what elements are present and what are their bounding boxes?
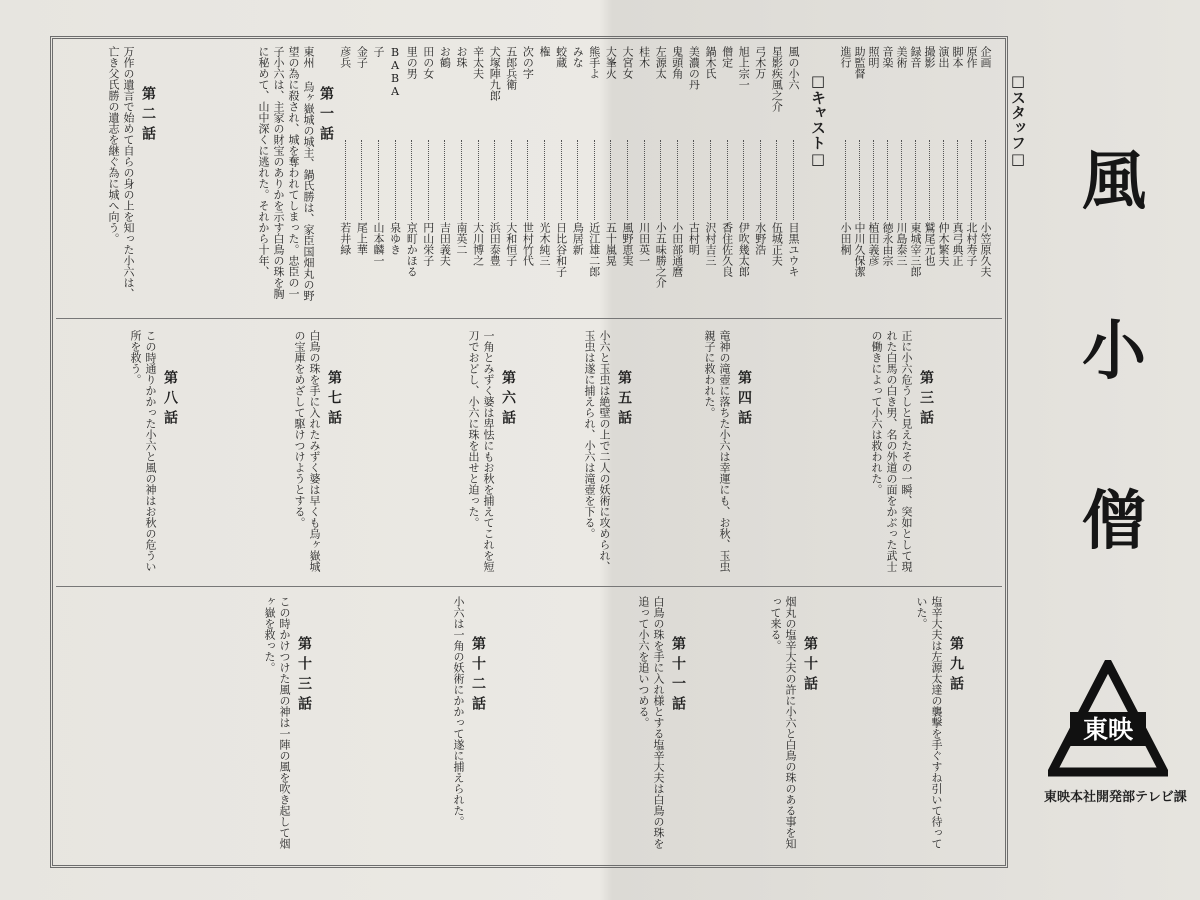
cast-name: 近江雄二郎: [587, 222, 601, 277]
cast-role: 鍋木氏: [704, 46, 717, 79]
leader-dots: [957, 140, 958, 220]
leader-dots: [929, 140, 930, 220]
staff-role: 美術: [895, 46, 908, 68]
episode-heading: 第四話: [736, 370, 752, 430]
leader-dots: [610, 140, 611, 220]
leader-dots: [411, 140, 412, 220]
leader-dots: [985, 140, 986, 220]
staff-name: 川島泰三: [895, 222, 908, 266]
leader-dots: [760, 140, 761, 220]
leader-dots: [561, 140, 562, 220]
staff-name: 小田桐: [839, 222, 852, 255]
staff-role: 助監督: [853, 46, 866, 79]
cast-name: 円山栄子: [421, 222, 435, 266]
cast-name: 日比谷和子: [554, 222, 568, 277]
cast-role: 風の小六: [787, 46, 800, 90]
staff-role: 録音: [909, 46, 922, 68]
episode-synopsis: この時通りかかった小六と風の神はお秋の危うい所を救う。: [129, 330, 157, 572]
cast-name: 京町かほる: [405, 222, 419, 277]
cast-role: 田の女: [421, 46, 435, 79]
cast-name: 水野浩: [753, 222, 767, 255]
cast-name: 世村竹代: [521, 222, 535, 266]
leader-dots: [627, 140, 628, 220]
episode-heading: 第五話: [616, 370, 632, 430]
episode-synopsis: 小六は一角の妖術にかかって遂に捕えられた。: [452, 596, 465, 827]
leader-dots: [527, 140, 528, 220]
divider-top: [56, 318, 1002, 319]
cast-role: 美濃の丹: [687, 46, 701, 90]
cast-name: 鳥居新: [571, 222, 585, 255]
leader-dots: [915, 140, 916, 220]
cast-role: 左源太: [654, 46, 668, 79]
title-char-3: 僧: [1082, 484, 1146, 559]
cast-role: お珠: [455, 46, 468, 68]
leader-dots: [378, 140, 379, 220]
episode-heading: 第二話: [140, 86, 156, 146]
episode-heading: 第七話: [326, 370, 342, 430]
title-char-1: 風: [1082, 144, 1146, 219]
staff-name: 徳永由宗: [881, 222, 894, 266]
cast-role: 彦兵: [338, 46, 352, 68]
cast-role: 星影疾風之介: [770, 46, 784, 112]
episode-synopsis: この時かけつけた風の神は一陣の風を吹き起して烟ヶ嶽を救った。: [263, 596, 291, 849]
cast-name: 伍城正夫: [770, 222, 784, 266]
cast-role: みな: [571, 46, 585, 68]
leader-dots: [345, 140, 346, 220]
cast-name: 伊吹幾太郎: [737, 222, 751, 277]
leader-dots: [511, 140, 512, 220]
leader-dots: [727, 140, 728, 220]
episode-heading: 第六話: [500, 370, 516, 430]
cast-name: 若井緑: [338, 222, 352, 255]
cast-role: 弓木万: [753, 46, 767, 79]
cast-role: 旭上宗一: [737, 46, 751, 90]
cast-name: 川田英一: [637, 222, 651, 266]
leader-dots: [743, 140, 744, 220]
leader-dots: [361, 140, 362, 220]
cast-name: 小五味勝之介: [654, 222, 668, 288]
cast-name: 沢村吉三: [704, 222, 717, 266]
cast-role: 里の男: [405, 46, 419, 79]
cast-name: 南英二: [455, 222, 468, 255]
cast-name: 大川博之: [471, 222, 485, 266]
leader-dots: [577, 140, 578, 220]
cast-name: 光木純三: [538, 222, 551, 266]
cast-role: 桂木: [637, 46, 651, 68]
leader-dots: [710, 140, 711, 220]
logo-lettering: 東映: [1082, 715, 1134, 744]
episode-synopsis: 烟丸の塩辛大夫の許に小六と白鳥の珠のある事を知って来る。: [769, 596, 797, 849]
leader-dots: [544, 140, 545, 220]
staff-role: 演出: [937, 46, 950, 68]
cast-role: 熊手よ: [587, 46, 601, 79]
cast-name: 泉ゆき: [388, 222, 402, 255]
episode-heading: 第十一話: [670, 636, 686, 716]
cast-header: □キャスト□: [809, 72, 827, 168]
cast-name: 大和恒子: [504, 222, 518, 266]
cast-name: 吉田義夫: [438, 222, 452, 266]
cast-role: 辛太夫: [471, 46, 485, 79]
leader-dots: [901, 140, 902, 220]
staff-role: 企画: [979, 46, 992, 68]
staff-name: 中川久保潔: [853, 222, 866, 277]
leader-dots: [887, 140, 888, 220]
cast-role: 大宮女: [621, 46, 634, 79]
leader-dots: [478, 140, 479, 220]
episode-synopsis: 一角とみずく婆は卑怯にもお秋を捕えてこれを短刀でおどし、小六に珠を出せと迫った。: [467, 330, 495, 572]
cast-role: 五郎兵衛: [504, 46, 518, 90]
leader-dots: [776, 140, 777, 220]
cast-role: 蛟蔵: [554, 46, 568, 68]
episode-heading: 第十二話: [470, 636, 486, 716]
staff-role: 脚本: [951, 46, 964, 68]
leader-dots: [971, 140, 972, 220]
staff-name: 真弓典正: [951, 222, 964, 266]
cast-name: 五十嵐晃: [604, 222, 618, 266]
leader-dots: [693, 140, 694, 220]
episode-heading: 第十三話: [296, 636, 312, 716]
leader-dots: [677, 140, 678, 220]
leader-dots: [444, 140, 445, 220]
leader-dots: [873, 140, 874, 220]
leader-dots: [494, 140, 495, 220]
staff-name: 植田義彦: [867, 222, 880, 266]
company-name: 東映本社開発部テレビ課: [1044, 790, 1187, 805]
staff-role: 照明: [867, 46, 880, 68]
leader-dots: [793, 140, 794, 220]
staff-name: 北村寿子: [965, 222, 978, 266]
episode-heading: 第十話: [802, 636, 818, 696]
cast-role: 次の字: [521, 46, 535, 79]
episode-synopsis: 万作の遺言で始めて自らの身の上を知った小六は、亡き父氏勝の遺志を継ぐ為に城へ向う。: [107, 46, 135, 299]
leader-dots: [594, 140, 595, 220]
episode-heading: 第九話: [948, 636, 964, 696]
cast-role: 子: [372, 46, 385, 57]
leader-dots: [859, 140, 860, 220]
cast-name: 香住佐久良: [720, 222, 734, 277]
episode-heading: 第一話: [318, 86, 334, 146]
cast-role: お鶴: [438, 46, 452, 68]
toei-logo: [1048, 660, 1168, 780]
cast-role: 権: [538, 46, 551, 57]
cast-role: BABA: [388, 46, 402, 98]
cast-name: 風野恵実: [621, 222, 634, 266]
episode-synopsis: 正に小六危うしと見えたその一瞬、突如として現れた白馬の白き男、名の外道の面をかぶった武士の働きによって小六は救われた。: [870, 330, 913, 572]
leader-dots: [395, 140, 396, 220]
leader-dots: [845, 140, 846, 220]
cast-name: 目黒ユウキ: [787, 222, 800, 277]
cast-role: 鬼頭角: [670, 46, 684, 79]
episode-heading: 第八話: [162, 370, 178, 430]
cast-role: 犬塚陣九郎: [488, 46, 502, 101]
cast-name: 山本麟一: [372, 222, 385, 266]
leader-dots: [943, 140, 944, 220]
staff-role: 音楽: [881, 46, 894, 68]
staff-role: 原作: [965, 46, 978, 68]
staff-role: 撮影: [923, 46, 936, 68]
episode-heading: 第三話: [918, 370, 934, 430]
staff-name: 仲木繁夫: [937, 222, 950, 266]
cast-role: 金子: [355, 46, 369, 68]
cast-role: 僧定: [720, 46, 734, 68]
cast-name: 小田部通麿: [670, 222, 684, 277]
staff-role: 進行: [839, 46, 852, 68]
cast-name: 古村明: [687, 222, 701, 255]
episode-synopsis: 白鳥の珠を手に入れ様とする塩辛大夫は白鳥の珠を追って小六を追いつめる。: [637, 596, 665, 849]
leader-dots: [660, 140, 661, 220]
episode-synopsis: 小六と玉虫は絶壁の上で二人の妖術に攻められ、玉虫は遂に捕えられ、小六は滝壺を下る。: [583, 330, 611, 572]
leader-dots: [428, 140, 429, 220]
staff-name: 鷲尾元也: [923, 222, 936, 266]
leader-dots: [644, 140, 645, 220]
staff-header: □スタッフ□: [1009, 72, 1027, 168]
staff-name: 東城宰三郎: [909, 222, 922, 277]
title-char-2: 小: [1082, 314, 1146, 389]
episode-synopsis: 竜神の滝壺に落ちた小六は幸運にも、お秋、玉虫親子に救われた。: [703, 330, 731, 572]
episode-synopsis: 白鳥の珠を手に入れたみずく婆は早くも烏ヶ嶽城の宝庫をめざして駆けつけようとする。: [293, 330, 321, 572]
leader-dots: [461, 140, 462, 220]
cast-name: 浜田泰豊: [488, 222, 502, 266]
staff-name: 小笠原久夫: [979, 222, 992, 277]
divider-mid: [56, 586, 1002, 587]
cast-role: 大峯火: [604, 46, 618, 79]
episode-synopsis: 東州 烏ヶ嶽城の城主、鍋氏勝は、家臣国畑丸の野望の為に殺され、城を奪われてしまった。忠臣の一子小六は、主家の財宝のありかを示す白鳥の珠を胸に秘めて、山中深くに逃れた。それから十年、: [257, 46, 315, 301]
cast-name: 尾上華: [355, 222, 369, 255]
episode-synopsis: 塩辛大夫は左源太達の襲撃を手ぐすね引いて待っていた。: [915, 596, 943, 849]
